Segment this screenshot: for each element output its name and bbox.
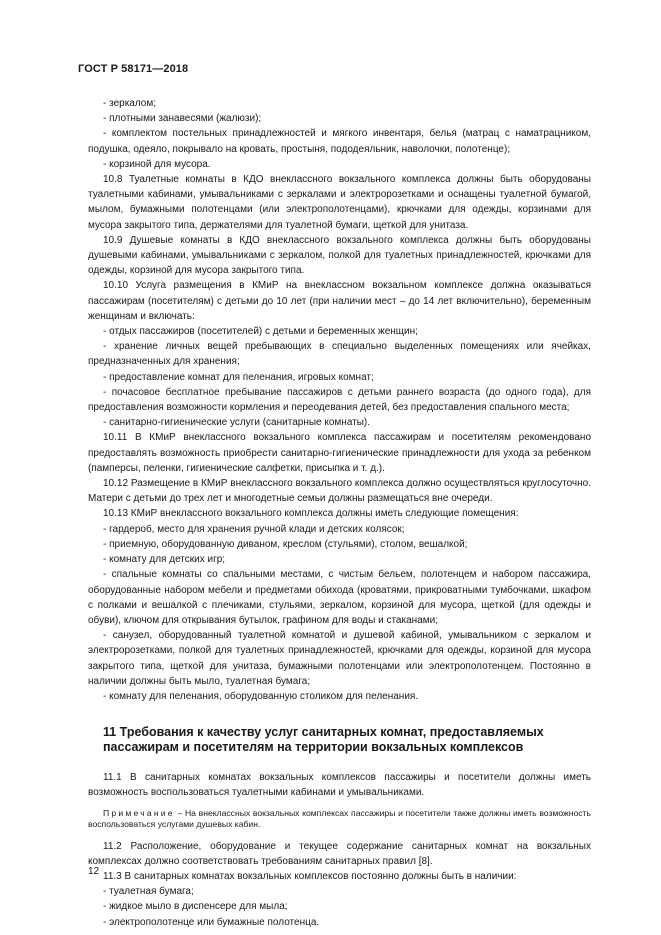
paragraph: - комнату для детских игр; bbox=[103, 554, 226, 566]
section-11-items bbox=[88, 839, 591, 930]
paragraph: - санитарно-гигиенические услуги (санитарные комнаты). bbox=[103, 417, 371, 429]
paragraph: - комплектом постельных принадлежностей и мягкого инвентаря, белья (матрац с наматрацником, подушка, одеяло, покрывало на кровать, простыня, пододеяльник, наволочки, полотенце); bbox=[88, 128, 591, 155]
paragraph: - почасовое бесплатное пребывание пассажиров с детьми раннего возраста (до одного года), для предоставления возможности кормления и переодевания детей, без предоставления спального места; bbox=[88, 386, 591, 414]
standard-header: ГОСТ Р 58171—2018 bbox=[78, 63, 189, 75]
section-10-continuation bbox=[88, 96, 591, 704]
paragraph: 10.8 Туалетные комнаты в КДО внеклассного вокзального комплекса должны быть оборудованы туалетными кабинами, умывальниками с зеркалами и электророзетками и оснащены туалетной бумагой, мылом, бумажными полотенцами (или электрополотенцами), крючками для одежды, корзинами для мусора закрытого типа, держателями для туалетной бумаги, щеткой для унитаза. bbox=[88, 174, 591, 231]
paragraph: - отдых пассажиров (посетителей) с детьми и беременных женщин; bbox=[103, 326, 418, 338]
paragraph: 10.12 Размещение в КМиР внеклассного вокзального комплекса должно осуществляться круглосуточно. Матери с детьми до трех лет и многодетные семьи должны размещаться вне очереди. bbox=[88, 478, 591, 505]
paragraph: 10.13 КМиР внеклассного вокзального комплекса должны иметь следующие помещения: bbox=[103, 508, 519, 520]
paragraph-11-1: 11.1 В санитарных комнатах вокзальных комплексов пассажиры и посетители должны иметь возможность воспользоваться туалетными кабинами и умывальниками. bbox=[88, 772, 591, 799]
paragraph: 11.2 Расположение, оборудование и текущее содержание санитарных комнат на вокзальных комплексах должно соответствовать требованиям санитарных правил [8]. bbox=[88, 840, 591, 867]
note-label: Примечание bbox=[103, 807, 175, 818]
paragraph: - приемную, оборудованную диваном, креслом (стульями), столом, вешалкой; bbox=[103, 538, 468, 550]
paragraph: 10.11 В КМиР внеклассного вокзального комплекса пассажирам и посетителям рекомендовано предоставлять возможность приобрести санитарно-гигиенические принадлежности для ухода за ребенком (памперсы, пеленки, гигиенические салфетки, присыпка и т. д.). bbox=[88, 432, 591, 474]
paragraph: - спальные комнаты со спальными местами, с чистым бельем, полотенцем и набором пассажира, оборудованные набором мебели и предметами обихода (кроватями, прикроватными тумбочками, шкафом с полками и вешалкой с плечиками, стульями, зеркалом, корзиной для мусора, щеткой (для одежды и обуви), ключом для открывания бутылок, графином для воды и стаканами; bbox=[88, 569, 591, 626]
note-text: – На внеклассных вокзальных комплексах пассажиры и посетители также должны иметь возможность воспользоваться услугами душевых кабин. bbox=[88, 807, 591, 829]
section-11-title: 11 Требования к качеству услуг санитарных комнат, предоставляемых пассажирам и посетителям на территории вокзальных комплексов bbox=[103, 725, 544, 755]
paragraph: - электрополотенце или бумажные полотенца. bbox=[103, 916, 320, 928]
paragraph: 11.3 В санитарных комнатах вокзальных комплексов постоянно должны быть в наличии: bbox=[103, 870, 517, 882]
paragraph: - комнату для пеленания, оборудованную столиком для пеленания. bbox=[103, 690, 419, 702]
note bbox=[88, 808, 591, 830]
paragraph: 10.9 Душевые комнаты в КДО внеклассного вокзального комплекса должны быть оборудованы душевыми кабинами, умывальниками с зеркалом, полкой для туалетных принадлежностей, крючками для одежды, корзиной для мусора закрытого типа. bbox=[88, 234, 591, 277]
paragraph: - зеркалом; bbox=[103, 98, 157, 109]
page-number: 12 bbox=[88, 866, 100, 877]
paragraph: - гардероб, место для хранения ручной клади и детских колясок; bbox=[103, 523, 405, 535]
paragraph: - туалетная бумага; bbox=[103, 886, 194, 898]
paragraph: - корзиной для мусора. bbox=[103, 158, 211, 170]
paragraph: - санузел, оборудованный туалетной комнатой и душевой кабиной, умывальником с зеркалом и электророзетками, полкой для туалетных принадлежностей, крючками для одежды, корзиной для мусора закрытого типа, щеткой для унитаза, бумажными полотенцами или электрополотенцем. Постоянно в наличии должны быть мыло, туалетная бумага; bbox=[88, 630, 591, 687]
page-content bbox=[88, 96, 591, 930]
paragraph: - плотными занавесями (жалюзи); bbox=[103, 113, 262, 125]
paragraph: - хранение личных вещей пребывающих в специально выделенных помещениях или ячейках, предназначенных для хранения; bbox=[88, 341, 591, 368]
paragraph: 10.10 Услуга размещения в КМиР на внеклассном вокзальном комплексе должна оказываться пассажирам (посетителям) с детьми до 10 лет (при наличии мест – до 14 лет включительно), беременным женщинам и включать: bbox=[88, 280, 591, 322]
paragraph: - жидкое мыло в диспенсере для мыла; bbox=[103, 901, 288, 913]
paragraph: - предоставление комнат для пеленания, игровых комнат; bbox=[103, 371, 374, 383]
